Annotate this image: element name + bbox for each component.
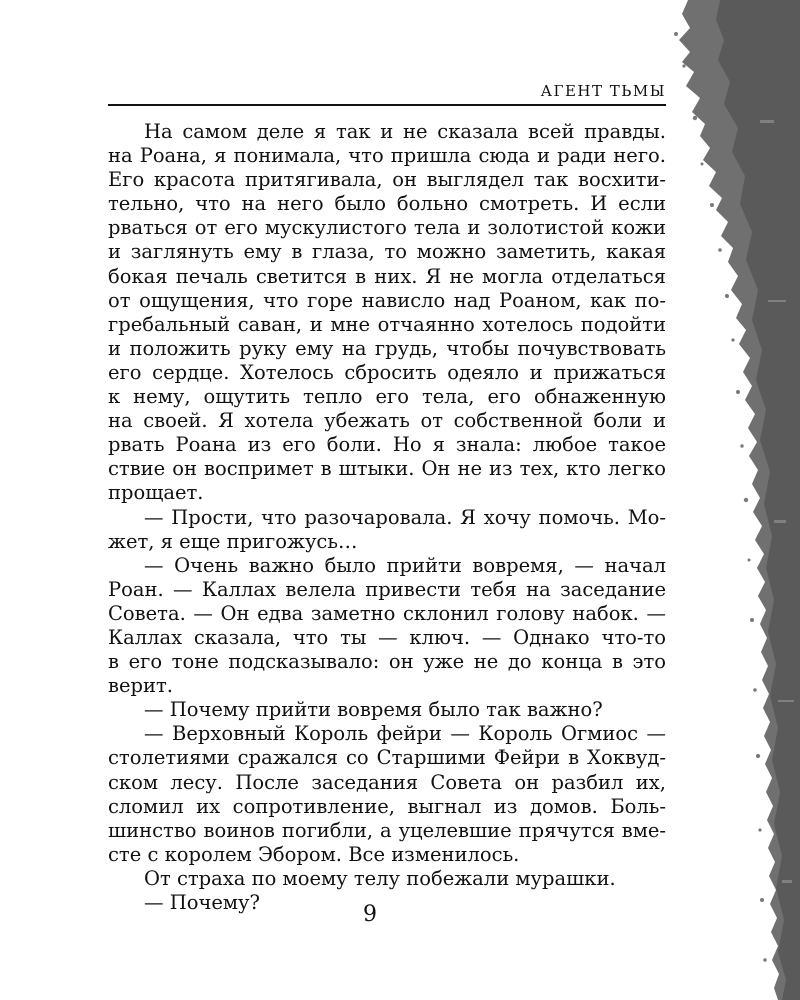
text-line: На самом деле я так и не сказала всей правды. bbox=[144, 120, 666, 143]
text-line: сте с королем Эбором. Все изменилось. bbox=[108, 842, 520, 866]
text-line: Совета. — Он едва заметно склонил голову набок. — bbox=[108, 601, 666, 625]
running-title: АГЕНТ ТЬМЫ bbox=[540, 82, 666, 100]
page-header bbox=[108, 82, 666, 106]
text-line: рвать Роана из его боли. Но я знала: любое такое bbox=[108, 433, 666, 457]
text-line: — Почему? bbox=[144, 891, 260, 914]
text-line: и положить руку ему на грудь, чтобы почувствовать bbox=[108, 336, 666, 360]
text-line: от ощущения, что горе нависло над Роаном, как по- bbox=[108, 288, 666, 312]
text-line: в его тоне подсказывало: он уже не до конца в это bbox=[108, 650, 666, 674]
text-line: Его красота притягивала, он выглядел так восхити- bbox=[108, 168, 666, 192]
text-line: Каллах сказала, что ты — ключ. — Однако что-то bbox=[108, 625, 666, 649]
paragraph bbox=[108, 554, 666, 699]
text-line: ском лесу. После заседания Совета он разбил их, bbox=[108, 770, 666, 794]
body-text bbox=[108, 120, 666, 915]
paragraph bbox=[108, 506, 666, 554]
text-line: тельно, что на него было больно смотреть. И если bbox=[108, 192, 666, 216]
text-line: рваться от его мускулистого тела и золотистой кожи bbox=[108, 216, 666, 240]
text-line: Роан. — Каллах велела привести тебя на заседание bbox=[108, 577, 666, 601]
text-line: гребальный саван, и мне отчаянно хотелось подойти bbox=[108, 312, 666, 336]
text-line: — Очень важно было прийти вовремя, — начал bbox=[144, 553, 666, 577]
text-line: сломил их сопротивление, выгнал из домов. Боль- bbox=[108, 794, 666, 818]
paragraph bbox=[108, 867, 666, 891]
text-line: прощает. bbox=[108, 481, 204, 505]
text-line: на Роана, я понимала, что пришла сюда и ради него. bbox=[108, 144, 666, 168]
text-line: на своей. Я хотела убежать от собственной боли и bbox=[108, 409, 666, 433]
text-line: — Почему прийти вовремя было так важно? bbox=[144, 698, 603, 722]
text-line: — Прости, что разочаровала. Я хочу помочь. Мо- bbox=[144, 505, 666, 529]
text-line: От страха по моему телу побежали мурашки. bbox=[144, 866, 616, 890]
text-line: — Верховный Король фейри — Король Огмиос — bbox=[144, 722, 666, 746]
text-line: бокая печаль светится в них. Я не могла отделаться bbox=[108, 264, 666, 288]
page-number: 9 bbox=[363, 902, 377, 927]
text-line: столетиями сражался со Старшими Фейри в Хоквуд- bbox=[108, 746, 666, 770]
text-line: верит. bbox=[108, 674, 173, 698]
text-line: ствие он воспримет в штыки. Он не из тех, кто легко bbox=[108, 457, 666, 481]
text-line: к нему, ощутить тепло его тела, его обнаженную bbox=[108, 385, 666, 409]
text-line: и заглянуть ему в глаза, то можно заметить, какая bbox=[108, 240, 666, 264]
text-line: жет, я еще пригожусь… bbox=[108, 529, 358, 553]
text-line: его сердце. Хотелось сбросить одеяло и прижаться bbox=[108, 360, 666, 384]
text-line: шинство воинов погибли, а уцелевшие прячутся вме- bbox=[108, 818, 666, 842]
paragraph bbox=[108, 120, 666, 506]
paragraph bbox=[108, 722, 666, 867]
paragraph bbox=[108, 698, 666, 722]
